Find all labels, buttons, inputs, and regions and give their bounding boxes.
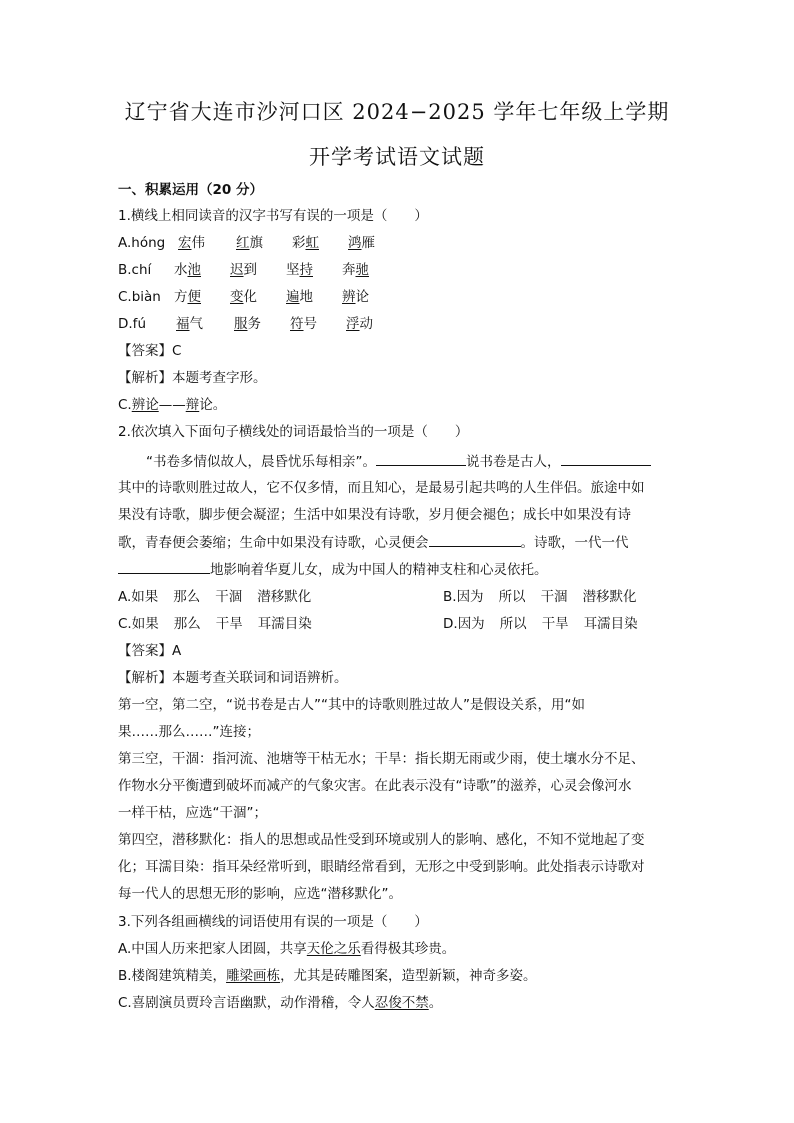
q2-passage-line	[118, 532, 629, 553]
option-word: 因为	[457, 616, 485, 632]
option-word	[174, 260, 230, 280]
option-char: 池	[187, 262, 201, 278]
option-text: 。	[428, 995, 443, 1011]
option-label: B.	[443, 589, 457, 605]
option-char: 奔	[342, 262, 356, 278]
option-word	[236, 233, 292, 253]
q2-passage-line	[118, 559, 548, 580]
option-char: 到	[243, 262, 257, 278]
option-char: 号	[303, 316, 317, 332]
q2-passage-line: 果没有诗歌，脚步便会凝涩；生活中如果没有诗歌，岁月便会褪色；成长中如果没有诗	[118, 507, 631, 523]
option-word	[234, 314, 290, 334]
q2-explanation-line: 第三空，干涸：指河流、池塘等干枯无水；干旱：指长期无雨或少雨，使土壤水分不足、	[118, 751, 645, 767]
passage-text: “书卷多情似故人，晨昏忧乐每相亲”。	[146, 454, 376, 470]
option-word	[286, 260, 342, 280]
q2-explanation-line: 第四空，潜移默化：指人的思想或品性受到环境或别人的影响、感化，不知不觉地起了变	[118, 832, 645, 848]
option-char: 鸿	[348, 235, 362, 251]
option-text: A.中国人历来把家人团圆，共享	[118, 941, 307, 957]
q3-stem: 3.下列各组画横线的词语使用有误的一项是（ ）	[118, 914, 428, 930]
option-char: 水	[174, 262, 188, 278]
option-char: 红	[236, 235, 250, 251]
q2-option-b	[443, 587, 637, 607]
correction-dash: ——	[158, 397, 186, 413]
option-char: 动	[359, 316, 373, 332]
option-text: B.楼阁建筑精美，	[118, 968, 227, 984]
analysis-text: 本题考查字形。	[172, 370, 267, 386]
option-label: A.hóng	[118, 235, 166, 251]
q2-passage-line	[146, 451, 651, 472]
option-word	[346, 314, 373, 334]
q2-passage-line: 其中的诗歌则胜过故人，它不仅多情，而且知心，是最易引起共鸣的人生伴侣。旅途中如	[118, 480, 645, 496]
q2-option-a	[118, 587, 311, 607]
fill-blank-2	[561, 451, 651, 466]
option-char: 气	[189, 316, 203, 332]
q1-correction	[118, 395, 226, 415]
option-char: 宏	[178, 235, 192, 251]
option-char: 持	[299, 262, 313, 278]
q2-explanation-line: 每一代人的思想无形的影响，应选“潜移默化”。	[118, 886, 402, 902]
option-char: 辨	[342, 289, 356, 305]
q1-stem: 1.横线上相同读音的汉字书写有误的一项是（ ）	[118, 208, 428, 224]
option-word: 干涸	[215, 589, 243, 605]
option-label: C.	[118, 616, 132, 632]
option-word	[292, 233, 348, 253]
document-title: 辽宁省大连市沙河口区 2024−2025 学年七年级上学期	[124, 100, 670, 124]
option-word	[230, 260, 286, 280]
passage-text: 歌，青春便会萎缩；生命中如果没有诗歌，心灵便会	[118, 535, 429, 551]
option-word: 干旱	[215, 616, 243, 632]
option-word: 干涸	[540, 589, 568, 605]
option-label: B.chí	[118, 262, 152, 278]
option-word	[230, 287, 286, 307]
option-char: 方	[174, 289, 188, 305]
correction-right: 辩	[185, 397, 200, 413]
q2-explanation-line: 化；耳濡目染：指耳朵经常听到，眼睛经常看到，无形之中受到影响。此处指表示诗歌对	[118, 859, 645, 875]
option-char: 地	[299, 289, 313, 305]
q1-option-c	[118, 287, 369, 307]
option-text: 看得极其珍贵。	[360, 941, 456, 957]
underlined-phrase: 雕梁画栋	[226, 968, 281, 984]
option-word	[286, 287, 342, 307]
analysis-text: 本题考查关联词和词语辨析。	[172, 670, 348, 686]
option-word: 潜移默化	[582, 589, 637, 605]
option-word	[174, 287, 230, 307]
option-text: C.喜剧演员贾玲言语幽默，动作滑稽，令人	[118, 995, 375, 1011]
option-word	[342, 260, 369, 280]
option-word: 所以	[498, 589, 526, 605]
option-label: C.biàn	[118, 289, 161, 305]
option-char: 福	[176, 316, 190, 332]
option-label: D.	[443, 616, 458, 632]
option-char: 迟	[230, 262, 244, 278]
fill-blank-1	[376, 451, 466, 466]
q3-option-a	[118, 939, 455, 959]
fill-blank-4	[118, 559, 210, 574]
option-char: 遍	[286, 289, 300, 305]
underlined-phrase: 忍俊不禁	[374, 995, 429, 1011]
option-char: 化	[243, 289, 257, 305]
option-char: 虹	[305, 235, 319, 251]
analysis-tag: 【解析】	[118, 370, 172, 386]
option-word: 因为	[456, 589, 484, 605]
q2-stem: 2.依次填入下面句子横线处的词语最恰当的一项是（ ）	[118, 424, 469, 440]
option-word: 如果	[131, 589, 159, 605]
option-word: 耳濡目染	[583, 616, 638, 632]
q1-analysis	[118, 368, 267, 388]
correction-suffix: 论。	[199, 397, 227, 413]
q2-option-c	[118, 614, 312, 634]
correction-wrong: 辨论	[131, 397, 159, 413]
option-word	[176, 314, 234, 334]
q2-explanation-line: 一样干枯，应选“干涸”；	[118, 805, 267, 821]
option-char: 浮	[346, 316, 360, 332]
q2-answer: 【答案】A	[118, 643, 182, 659]
passage-text: 地影响着华夏儿女，成为中国人的精神支柱和心灵依托。	[210, 562, 548, 578]
option-char: 旗	[249, 235, 263, 251]
option-char: 便	[187, 289, 201, 305]
option-word	[342, 287, 369, 307]
option-char: 变	[230, 289, 244, 305]
q1-answer: 【答案】C	[118, 343, 182, 359]
option-char: 服	[234, 316, 248, 332]
option-label: A.	[118, 589, 132, 605]
fill-blank-3	[429, 532, 521, 547]
option-word: 所以	[499, 616, 527, 632]
passage-text: 说书卷是古人，	[466, 454, 561, 470]
option-word: 那么	[173, 616, 201, 632]
option-char: 符	[290, 316, 304, 332]
option-word: 干旱	[541, 616, 569, 632]
option-char: 驰	[355, 262, 369, 278]
q2-explanation-line: 第一空，第二空，“说书卷是古人”“其中的诗歌则胜过故人”是假设关系，用“如	[118, 697, 585, 713]
option-char: 务	[247, 316, 261, 332]
q3-option-b	[118, 966, 537, 986]
option-char: 坚	[286, 262, 300, 278]
option-char: 雁	[361, 235, 375, 251]
option-word	[178, 233, 236, 253]
q1-option-b	[118, 260, 369, 280]
q2-analysis	[118, 668, 348, 688]
option-char: 论	[355, 289, 369, 305]
q1-option-a	[118, 233, 375, 253]
section-heading: 一、积累运用（20 分）	[118, 182, 263, 198]
q2-option-d	[443, 614, 638, 634]
option-word: 耳濡目染	[257, 616, 312, 632]
q2-explanation-line: 作物水分平衡遭到破坏而减产的气象灾害。在此表示没有“诗歌”的滋养，心灵会像河水	[118, 778, 632, 794]
option-label: D.fú	[118, 316, 146, 332]
q3-option-c	[118, 993, 442, 1013]
option-char: 伟	[191, 235, 205, 251]
option-word	[348, 233, 375, 253]
document-subtitle: 开学考试语文试题	[309, 145, 485, 169]
passage-text: 。诗歌，一代一代	[520, 535, 629, 551]
underlined-phrase: 天伦之乐	[306, 941, 361, 957]
q2-explanation-line: 果……那么……”连接；	[118, 724, 260, 740]
option-text: ，尤其是砖雕图案，造型新颖，神奇多姿。	[280, 968, 537, 984]
correction-prefix: C.	[118, 397, 132, 413]
analysis-tag: 【解析】	[118, 670, 172, 686]
option-word: 潜移默化	[257, 589, 312, 605]
option-word	[290, 314, 346, 334]
option-word: 那么	[173, 589, 201, 605]
option-word: 如果	[131, 616, 159, 632]
option-char: 彩	[292, 235, 306, 251]
q1-option-d	[118, 314, 373, 334]
